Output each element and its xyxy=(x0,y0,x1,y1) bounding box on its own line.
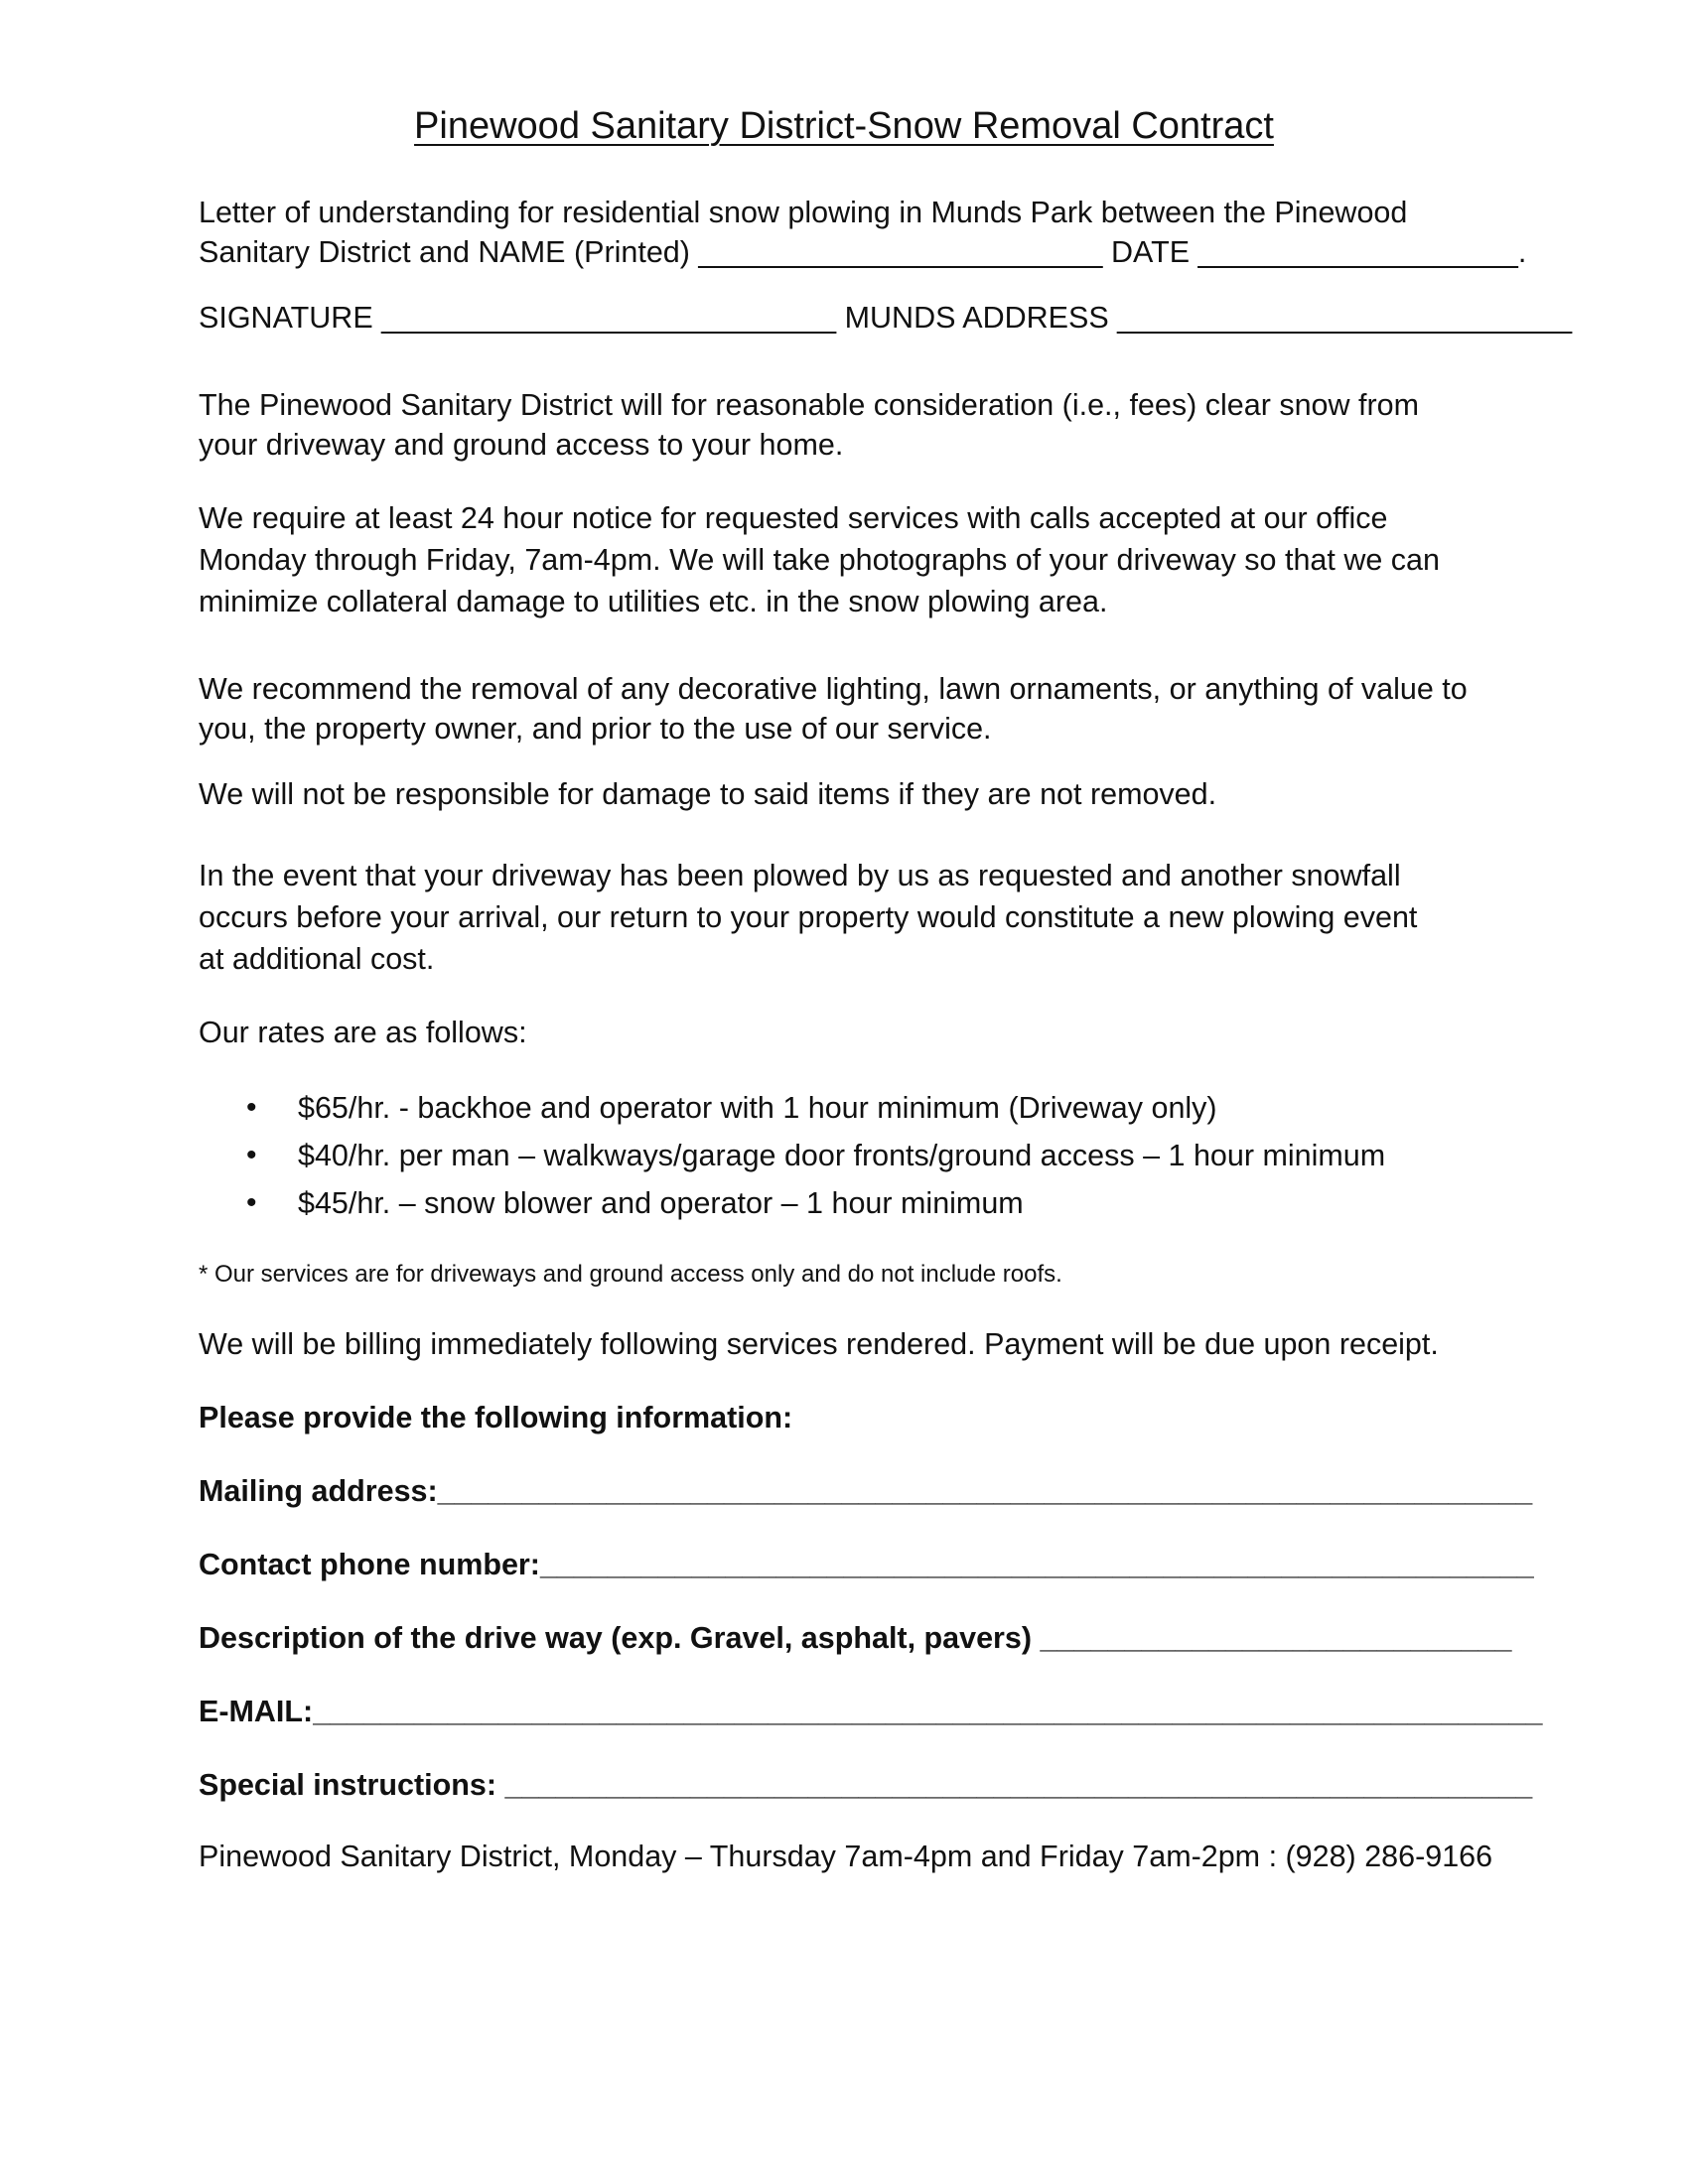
bullet-icon: • xyxy=(246,1091,257,1124)
mailing-address-field: Mailing address:_________________________________________________________________ xyxy=(199,1474,1533,1508)
paragraph-2-line-1: We require at least 24 hour notice for requested services with calls accepted at our office xyxy=(199,501,1388,535)
paragraph-3-line-1: We recommend the removal of any decorative lighting, lawn ornaments, or anything of value to xyxy=(199,672,1468,706)
paragraph-2-line-3: minimize collateral damage to utilities etc. in the snow plowing area. xyxy=(199,585,1108,618)
driveway-description-field: Description of the drive way (exp. Gravel, asphalt, pavers) ____________________________ xyxy=(199,1621,1512,1655)
bullet-icon: • xyxy=(246,1139,257,1171)
form-heading: Please provide the following information: xyxy=(199,1401,793,1434)
paragraph-5-line-3: at additional cost. xyxy=(199,942,435,976)
email-field: E-MAIL:_________________________________________________________________________ xyxy=(199,1695,1543,1728)
document-title: Pinewood Sanitary District-Snow Removal Contract xyxy=(414,105,1274,147)
paragraph-1-line-2: your driveway and ground access to your home. xyxy=(199,428,844,462)
billing-note: We will be billing immediately following services rendered. Payment will be due upon receipt. xyxy=(199,1327,1439,1361)
contact-phone-field: Contact phone number:___________________________________________________________ xyxy=(199,1548,1534,1581)
rate-item-backhoe: $65/hr. - backhoe and operator with 1 hour minimum (Driveway only) xyxy=(298,1091,1217,1125)
paragraph-4: We will not be responsible for damage to said items if they are not removed. xyxy=(199,777,1217,811)
rates-intro: Our rates are as follows: xyxy=(199,1016,527,1049)
rate-item-snow-blower: $45/hr. – snow blower and operator – 1 hour minimum xyxy=(298,1186,1024,1220)
rate-item-per-man: $40/hr. per man – walkways/garage door fronts/ground access – 1 hour minimum xyxy=(298,1139,1386,1172)
paragraph-1-line-1: The Pinewood Sanitary District will for reasonable consideration (i.e., fees) clear snow from xyxy=(199,388,1419,422)
footer-contact: Pinewood Sanitary District, Monday – Thursday 7am-4pm and Friday 7am-2pm : (928) 286-9166 xyxy=(199,1840,1493,1873)
intro-line-1: Letter of understanding for residential snow plowing in Munds Park between the Pinewood xyxy=(199,196,1408,229)
paragraph-3-line-2: you, the property owner, and prior to the use of our service. xyxy=(199,712,992,746)
paragraph-5-line-2: occurs before your arrival, our return to your property would constitute a new plowing event xyxy=(199,900,1418,934)
intro-name-date-line: Sanitary District and NAME (Printed) ________________________ DATE ___________________. xyxy=(199,235,1527,269)
paragraph-5-line-1: In the event that your driveway has been plowed by us as requested and another snowfall xyxy=(199,859,1401,892)
intro-signature-address-line: SIGNATURE ___________________________ MUNDS ADDRESS ___________________________ xyxy=(199,301,1573,335)
footnote: * Our services are for driveways and ground access only and do not include roofs. xyxy=(199,1261,1062,1288)
paragraph-2-line-2: Monday through Friday, 7am-4pm. We will take photographs of your driveway so that we can xyxy=(199,543,1440,577)
bullet-icon: • xyxy=(246,1186,257,1219)
special-instructions-field: Special instructions: _____________________________________________________________ xyxy=(199,1768,1533,1802)
